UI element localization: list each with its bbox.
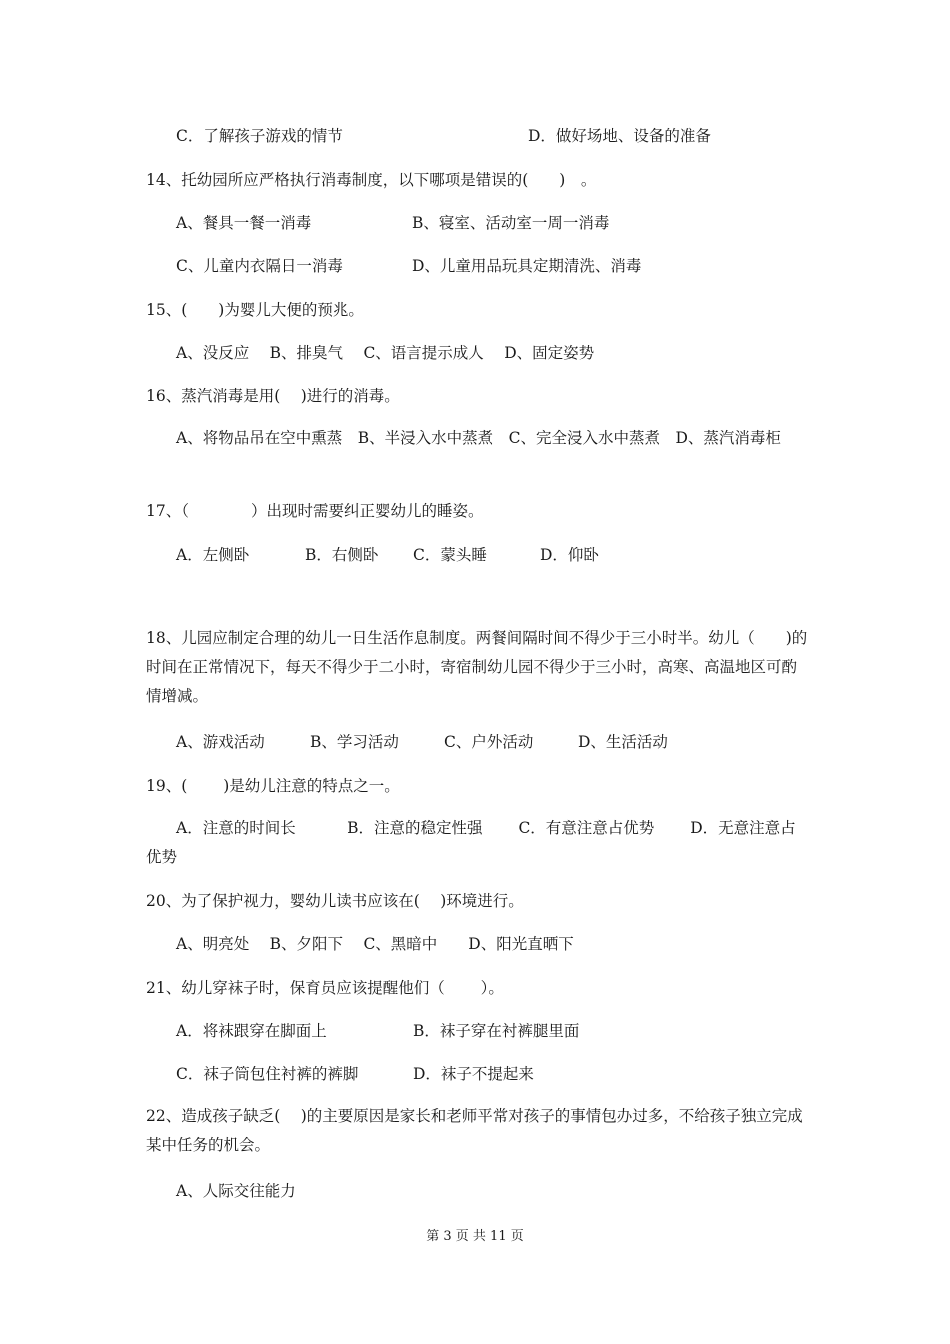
- q18-question: 18、儿园应制定合理的幼儿一日生活作息制度。两餐间隔时间不得少于三小时半。幼儿（ )的时间在正常情况下，每天不得少于二小时，寄宿制幼儿园不得少于三小时，高寒、高温地区可酌情增减。: [146, 629, 808, 705]
- q15-options: A、没反应 B、排臭气 C、语言提示成人 D、固定姿势: [176, 344, 595, 362]
- q20-options: A、明亮处 B、夕阳下 C、黑暗中 D、阳光直晒下: [176, 935, 574, 953]
- q14-option-d: D、儿童用品玩具定期清洗、消毒: [412, 257, 642, 275]
- page-number: 第 3 页 共 11 页: [426, 1229, 524, 1244]
- q21-option-d: D．袜子不提起来: [413, 1065, 534, 1083]
- q22-question: 22、造成孩子缺乏( )的主要原因是家长和老师平常对孩子的事情包办过多，不给孩子独立完成某中任务的机会。: [146, 1107, 803, 1154]
- q17-option-d: D．仰卧: [540, 546, 599, 564]
- q14-option-c: C、儿童内衣隔日一消毒: [176, 257, 343, 275]
- q21-option-c: C．袜子筒包住衬裤的裤脚: [176, 1065, 359, 1083]
- q21-option-a: A．将袜跟穿在脚面上: [176, 1022, 327, 1040]
- q18-option-c: C、户外活动: [444, 733, 534, 751]
- q18-option-d: D、生活活动: [578, 733, 668, 751]
- q17-question: 17、（ ）出现时需要纠正婴幼儿的睡姿。: [146, 502, 484, 520]
- q14-question: 14、托幼园所应严格执行消毒制度，以下哪项是错误的( ) 。: [146, 171, 597, 189]
- q16-options: A、将物品吊在空中熏蒸 B、半浸入水中蒸煮 C、完全浸入水中蒸煮 D、蒸汽消毒柜: [176, 429, 781, 447]
- q21-question: 21、幼儿穿袜子时，保育员应该提醒他们（ ）。: [146, 979, 504, 997]
- q14-option-b: B、寝室、活动室一周一消毒: [412, 214, 610, 232]
- q18-option-b: B、学习活动: [310, 733, 399, 751]
- q17-option-b: B．右侧卧: [305, 546, 379, 564]
- q19-question: 19、( )是幼儿注意的特点之一。: [146, 777, 400, 795]
- q21-option-b: B．袜子穿在衬裤腿里面: [413, 1022, 580, 1040]
- q13-option-c: C．了解孩子游戏的情节: [176, 127, 343, 145]
- q19-options: A．注意的时间长 B．注意的稳定性强 C．有意注意占优势 D．无意注意占优势: [146, 819, 796, 866]
- q17-option-a: A．左侧卧: [176, 546, 250, 564]
- q18-option-a: A、游戏活动: [176, 733, 265, 751]
- q16-question: 16、蒸汽消毒是用( )进行的消毒。: [146, 387, 400, 405]
- q15-question: 15、( )为婴儿大便的预兆。: [146, 301, 364, 319]
- q13-option-d: D．做好场地、设备的准备: [528, 127, 711, 145]
- q14-option-a: A、餐具一餐一消毒: [176, 214, 312, 232]
- q22-option-a: A、人际交往能力: [176, 1182, 296, 1200]
- q17-option-c: C．蒙头睡: [413, 546, 487, 564]
- q20-question: 20、为了保护视力，婴幼儿读书应该在( )环境进行。: [146, 892, 524, 910]
